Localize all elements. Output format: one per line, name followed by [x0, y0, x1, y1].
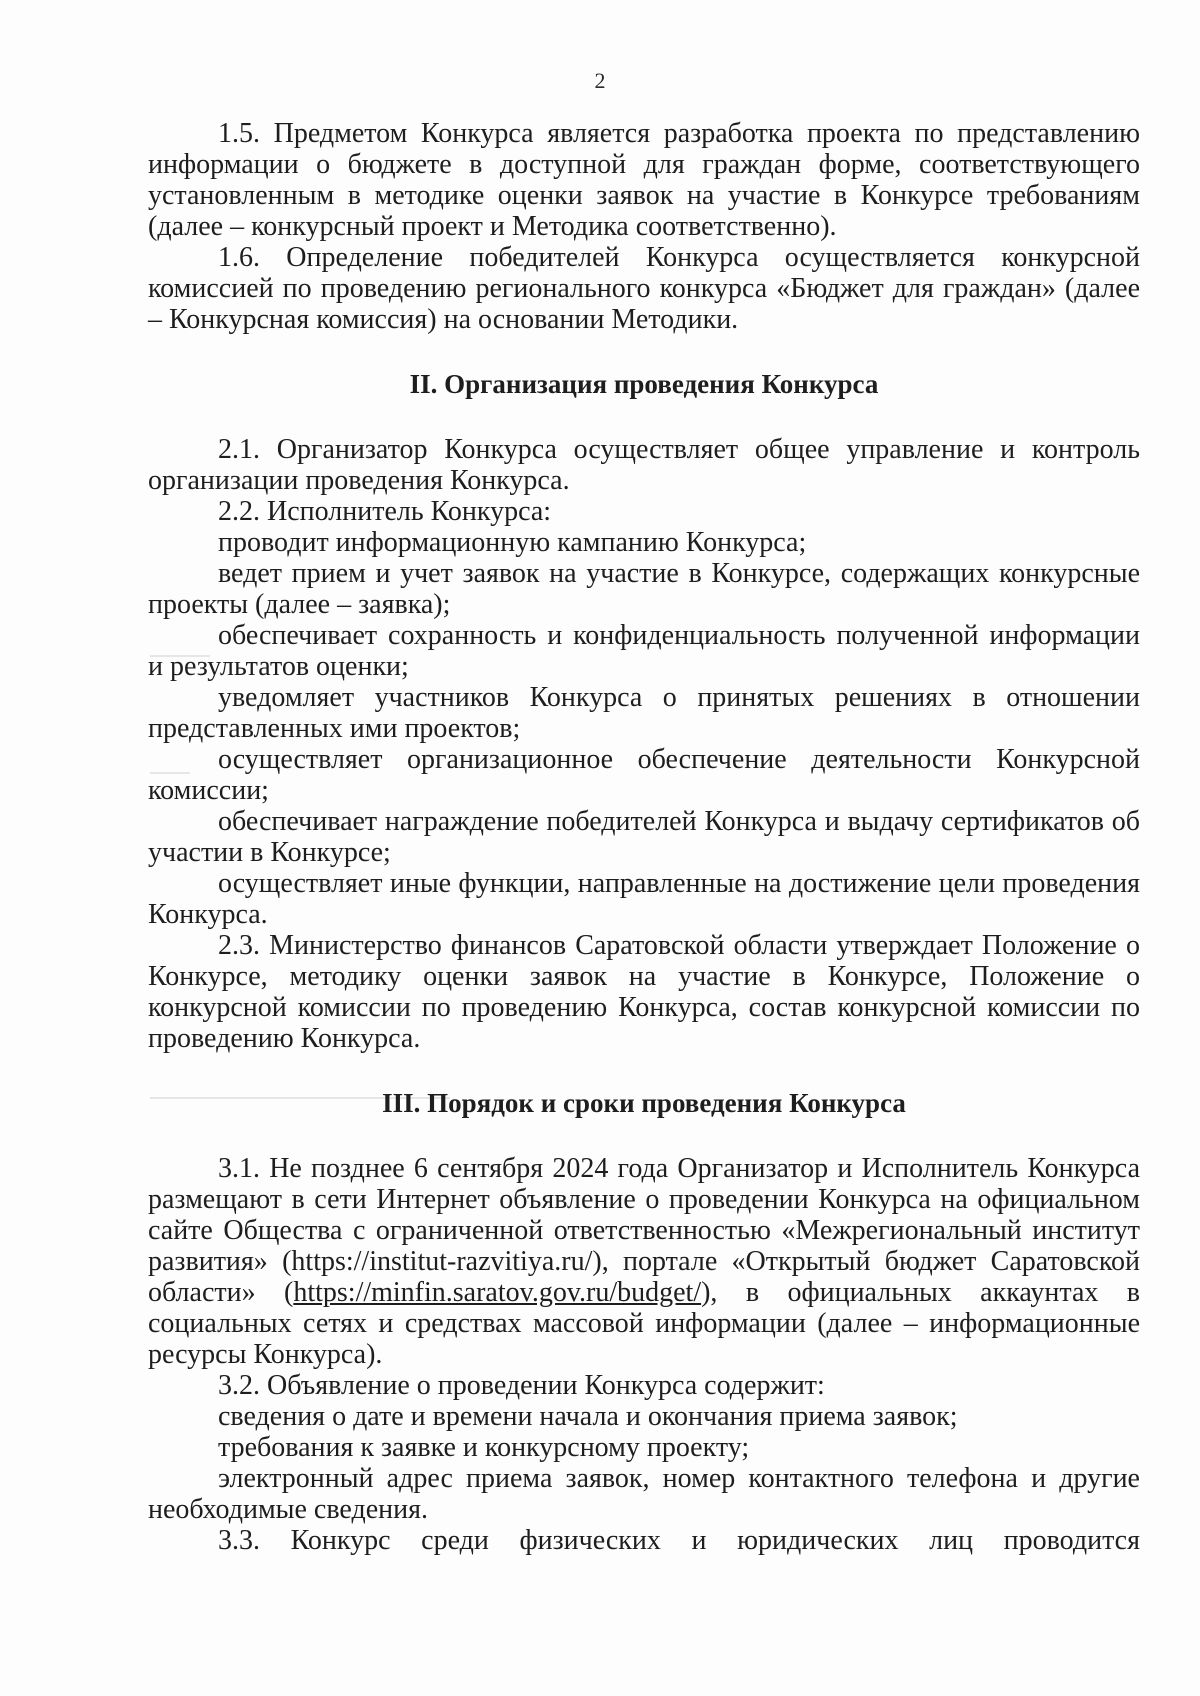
section-3-heading: III. Порядок и сроки проведения Конкурса	[382, 1088, 906, 1118]
list-item: осуществляет иные функции, направленные на достижение цели проведения Конкурса.	[148, 868, 1140, 930]
section-2-heading: II. Организация проведения Конкурса	[409, 369, 879, 399]
list-item: ведет прием и учет заявок на участие в Конкурсе, содержащих конкурсные проекты (далее – заявка);	[148, 558, 1140, 620]
paragraph-3-1-text-end: ), в официальных аккаунтах в социальных сетях и средствах массовой информации (далее – информационные ресурсы Конкурса).	[148, 1277, 1140, 1370]
list-item: требования к заявке и конкурсному проекту;	[218, 1432, 750, 1463]
budget-portal-link[interactable]: https://minfin.saratov.gov.ru/budget/	[293, 1277, 702, 1308]
document-body	[148, 118, 1140, 1556]
list-item: осуществляет организационное обеспечение деятельности Конкурсной комиссии;	[148, 744, 1140, 806]
paragraph-1-5: 1.5. Предметом Конкурса является разработка проекта по представлению информации о бюджете в доступной для граждан форме, соответствующего установленным в методике оценки заявок на участие в Конкурсе требованиям (далее – конкурсный проект и Методика соответственно).	[148, 118, 1140, 242]
paragraph-3-2: 3.2. Объявление о проведении Конкурса содержит:	[218, 1370, 825, 1401]
list-item: обеспечивает сохранность и конфиденциальность полученной информации и результатов оценки;	[148, 620, 1140, 682]
paragraph-3-1-text-start: 3.1. Не позднее 6 сентября 2024 года Организатор и Исполнитель Конкурса размещают в сети Интернет объявление о проведении Конкурса на официальном сайте Общества с ограниченной ответственностью «Межрегиональный институт развития» (https://institut-razvitiya.ru/), портале «Открытый бюджет Саратовской области» (	[148, 1153, 1140, 1308]
paragraph-3-1	[148, 1153, 1140, 1370]
list-item: проводит информационную кампанию Конкурса;	[218, 527, 807, 558]
list-item: электронный адрес приема заявок, номер контактного телефона и другие необходимые сведения.	[148, 1463, 1140, 1525]
paragraph-2-1: 2.1. Организатор Конкурса осуществляет общее управление и контроль организации проведения Конкурса.	[148, 434, 1140, 496]
paragraph-2-3: 2.3. Министерство финансов Саратовской области утверждает Положение о Конкурсе, методику оценки заявок на участие в Конкурсе, Положение о конкурсной комиссии по проведению Конкурса, состав конкурсной комиссии по проведению Конкурса.	[148, 930, 1140, 1054]
list-item: уведомляет участников Конкурса о принятых решениях в отношении представленных ими проектов;	[148, 682, 1140, 744]
paragraph-2-2: 2.2. Исполнитель Конкурса:	[218, 496, 552, 527]
page-number: 2	[594, 68, 606, 93]
list-item: сведения о дате и времени начала и окончания приема заявок;	[218, 1401, 958, 1432]
paragraph-3-3: 3.3. Конкурс среди физических и юридических лиц проводится	[218, 1525, 1140, 1556]
paragraph-1-6: 1.6. Определение победителей Конкурса осуществляется конкурсной комиссией по проведению регионального конкурса «Бюджет для граждан» (далее – Конкурсная комиссия) на основании Методики.	[148, 242, 1140, 335]
list-item: обеспечивает награждение победителей Конкурса и выдачу сертификатов об участии в Конкурсе;	[148, 806, 1140, 868]
